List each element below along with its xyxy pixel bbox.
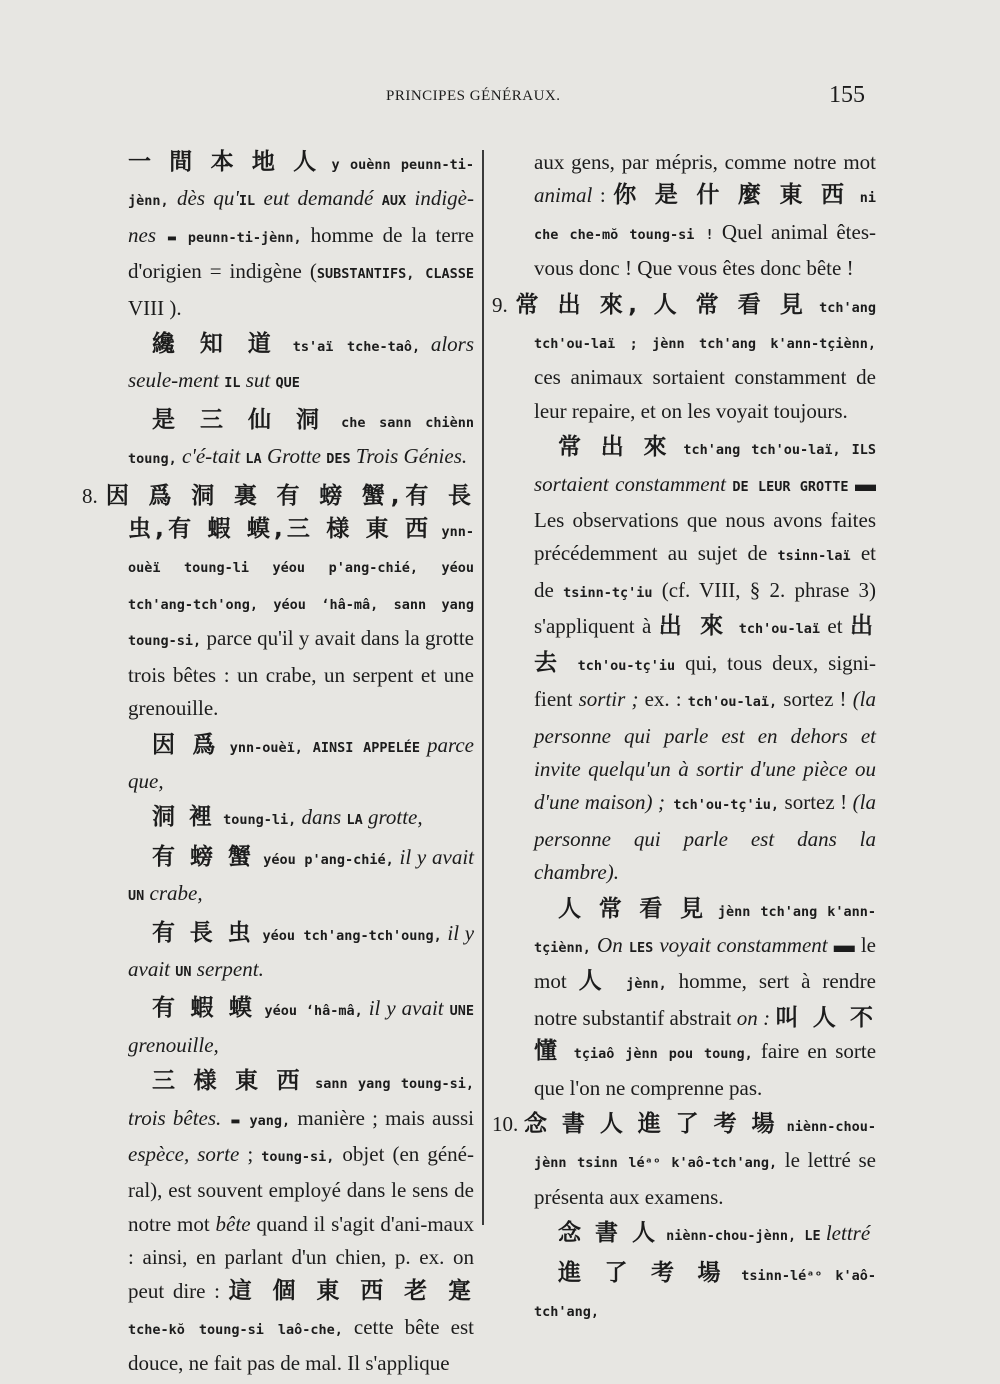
translation: (la personne qui parle est dans la chambre).: [534, 790, 876, 885]
translation: On: [590, 932, 629, 957]
text: sortez !: [779, 790, 853, 815]
translation: c'é-tait: [176, 444, 246, 469]
romanization: jènn,: [611, 976, 667, 993]
chinese-text: 因 爲 洞 裏 有 螃 蟹,有 長 虫,有 蝦 蟆,三 様 東 西: [105, 482, 474, 543]
paragraph: [492, 431, 876, 889]
romanization: ni che che-mŏ toung-si !: [534, 190, 876, 243]
translation: parce que,: [128, 732, 474, 793]
text: et de: [534, 541, 876, 602]
emphasis: DES: [326, 451, 351, 468]
chinese-text: 三 様 東 西: [152, 1068, 305, 1095]
paragraph: [82, 917, 474, 990]
romanization: tsinn-tç'iu: [563, 584, 653, 601]
emphasis: IL: [224, 375, 241, 392]
paragraph: [82, 328, 474, 401]
text: ces animaux sortaient constamment de leur repaire, et on les voyait toujours.: [534, 365, 876, 423]
chinese-text: 纔 知 道: [152, 331, 280, 358]
chinese-text: 出 來: [658, 613, 729, 640]
translation: animal: [534, 183, 593, 208]
romanization: sann yang toung-si,: [304, 1076, 474, 1093]
paragraph: [492, 1217, 876, 1253]
romanization: tçiaô jènn pou toung,: [562, 1046, 753, 1063]
paragraph: [82, 801, 474, 837]
paragraph: [82, 404, 474, 477]
translation: dans: [296, 805, 347, 830]
text: aux gens, par mépris, comme notre mot: [534, 150, 876, 174]
emphasis: LES: [628, 939, 654, 956]
romanization: toung-li,: [215, 812, 297, 829]
translation: qu': [213, 186, 239, 211]
chinese-text: 有 蝦 蟆: [152, 995, 256, 1022]
text: ;: [239, 1141, 262, 1166]
romanization: che sann chiènn toung,: [128, 414, 474, 468]
left-column: [82, 146, 474, 1384]
romanization: niènn-chou-jènn tsinn léᵃᵒ k'aô-tch'ang,: [534, 1118, 876, 1172]
translation: eut demandé: [255, 186, 382, 211]
sentence-number: 9.: [492, 292, 516, 317]
paragraph: [82, 992, 474, 1062]
emphasis: SUBSTANTIFS, CLASSE: [316, 266, 474, 283]
emphasis: UNE: [449, 1003, 474, 1020]
text: ex. :: [638, 687, 688, 712]
chinese-text: 常 出 來: [558, 434, 673, 461]
romanization: ynn-ouèï toung-li yéou p'ang-chié, yéou tch'ang-tch'ong, yéou ʻhâ-mâ, sann yang toung-si,: [128, 524, 475, 650]
text: le lettré se présenta aux examens.: [534, 1148, 876, 1209]
numbered-sentence: [492, 289, 876, 429]
emphasis: LA: [245, 451, 262, 468]
paragraph: [492, 1257, 876, 1330]
sentence-number: 8.: [82, 483, 106, 508]
translation: voyait constamment: [653, 932, 828, 957]
romanization: ▬ yang,: [221, 1112, 291, 1129]
romanization: tche-kŏ toung-si laô-che,: [128, 1322, 343, 1338]
paragraph: [492, 893, 876, 1105]
romanization: tch'ou-tç'iu: [564, 657, 676, 674]
translation: espèce, sorte: [128, 1141, 240, 1166]
emphasis: QUE: [275, 375, 300, 392]
emphasis: IL: [238, 193, 256, 210]
translation: indigè-nes: [128, 186, 474, 247]
chinese-text: 人: [578, 968, 612, 995]
text: Quel animal êtes-vous donc ! Que vous êtes donc bête !: [534, 219, 877, 281]
chinese-text: 因 爲: [152, 731, 220, 758]
chinese-text: 洞 裡: [152, 804, 216, 831]
text: cette bête est douce, ne fait pas de mal. Il s'applique: [128, 1315, 474, 1376]
chinese-text: 一 間 本 地 人: [128, 149, 322, 175]
text: parce qu'il y avait dans la grotte trois bêtes : un crabe, un serpent et une grenouille.: [128, 626, 474, 721]
translation: alors seule-ment: [128, 332, 474, 393]
romanization: tch'ang tch'ou-laï ; jènn tch'ang k'ann-tçiènn,: [534, 299, 877, 353]
numbered-sentence: [82, 480, 474, 726]
emphasis: UN: [175, 963, 192, 980]
right-column: [492, 146, 876, 1332]
romanization: ts'aï tche-taô,: [279, 339, 421, 356]
translation: serpent.: [191, 956, 264, 981]
chinese-text: 是 三 仙 洞: [152, 406, 328, 433]
text: faire en sorte que l'on ne comprenne pas.: [534, 1039, 877, 1100]
paragraph: [82, 1065, 474, 1381]
chinese-text: 念 書 人: [558, 1220, 659, 1247]
sentence-number: 10.: [492, 1111, 524, 1136]
translation: lettré: [820, 1221, 871, 1246]
romanization: tch'ang tch'ou-laï, ILS: [672, 442, 876, 459]
column-divider: [482, 150, 484, 1225]
paragraph: [82, 729, 474, 799]
text: qui, tous deux, signi-fient: [534, 650, 877, 712]
romanization: ynn-ouèï, AINSI APPELÉE: [219, 739, 421, 756]
text: :: [592, 183, 614, 208]
romanization: tch'ou-tç'iu,: [664, 797, 780, 814]
emphasis: DE LEUR GROTTE: [732, 478, 849, 495]
romanization: tsinn-laï: [777, 548, 851, 565]
translation: (la personne qui parle est en dehors et invite quelqu'un à sortir d'une pièce ou d'une maison) ;: [534, 687, 877, 815]
text: ▬ le mot: [534, 932, 876, 994]
romanization: tch'ou-laï: [728, 621, 820, 638]
translation: Grotte: [261, 444, 327, 469]
romanization: yéou tch'ang-tch'oung,: [254, 927, 442, 944]
emphasis: AUX: [381, 193, 407, 210]
romanization: tch'ou-laï,: [687, 694, 778, 711]
numbered-sentence: [492, 1108, 876, 1214]
chinese-text: 常 出 來, 人 常 看 見: [515, 291, 809, 318]
romanization: niènn-chou-jènn, LE: [658, 1228, 821, 1245]
chinese-text: 念 書 人 進 了 考 場: [523, 1110, 778, 1137]
romanization: jènn tch'ang k'ann-tçiènn,: [534, 903, 876, 956]
translation: sut: [240, 368, 276, 393]
chinese-text: 叫 人 不 懂: [534, 1004, 877, 1065]
translation: Trois Génies.: [350, 444, 468, 469]
translation: grotte,: [362, 805, 423, 830]
chinese-text: 有 長 虫: [152, 919, 254, 946]
paragraph: [82, 841, 474, 914]
romanization: ▬ peunn-ti-jènn,: [156, 229, 302, 246]
romanization: yéou ʻhâ-mâ,: [255, 1003, 363, 1020]
text: et: [819, 614, 850, 639]
text: homme de la terre d'origien = indigène (: [128, 222, 474, 284]
romanization: y ouènn peunn-ti-jènn,: [128, 157, 474, 210]
chinese-text: 人 常 看 見: [558, 895, 708, 922]
translation: dès: [168, 186, 214, 211]
translation: il y avait: [362, 996, 450, 1021]
chinese-text: 有 螃 蟹: [152, 843, 255, 870]
text: homme, sert à rendre notre substantif abstrait: [534, 969, 876, 1030]
text: VIII ).: [128, 295, 182, 320]
paragraph: [492, 146, 876, 286]
translation: trois bêtes.: [128, 1105, 222, 1130]
translation: il y avait: [128, 920, 475, 981]
chinese-text: 進 了 考 場: [558, 1259, 729, 1286]
page-number: 155: [829, 82, 865, 108]
translation: crabe,: [144, 881, 203, 906]
text: sortez !: [777, 687, 853, 712]
emphasis: UN: [128, 888, 145, 905]
romanization: yéou p'ang-chié,: [254, 851, 394, 868]
translation: il y avait: [393, 844, 475, 869]
chinese-text: 這 個 東 西 老 寔: [228, 1277, 474, 1304]
translation: bête: [215, 1211, 251, 1236]
chinese-text: 出 去: [534, 613, 876, 676]
chinese-text: 你 是 什 麼 東 西: [613, 182, 850, 209]
text: ▬ Les observations que nous avons faites précédemment au sujet de: [534, 471, 877, 566]
text: (cf. VIII, § 2. phrase 3) s'appliquent à: [534, 577, 876, 639]
paragraph: [82, 146, 474, 325]
text: manière ; mais aussi: [290, 1105, 474, 1130]
translation: sortaient constamment: [534, 471, 733, 496]
romanization: tsinn-léᵃᵒ k'aô-tch'ang,: [534, 1267, 876, 1320]
romanization: toung-si,: [261, 1148, 335, 1165]
text: quand il s'agit d'ani-maux : ainsi, en parlant d'un chien, p. ex. on peut dire :: [128, 1211, 474, 1303]
running-head: PRINCIPES GÉNÉRAUX.: [386, 88, 561, 104]
text: objet (en géné-ral), est souvent employé dans le sens de notre mot: [128, 1141, 474, 1236]
translation: grenouille,: [128, 1032, 219, 1057]
emphasis: LA: [346, 812, 363, 829]
translation: on :: [736, 1005, 771, 1030]
translation: sortir ;: [578, 687, 639, 712]
